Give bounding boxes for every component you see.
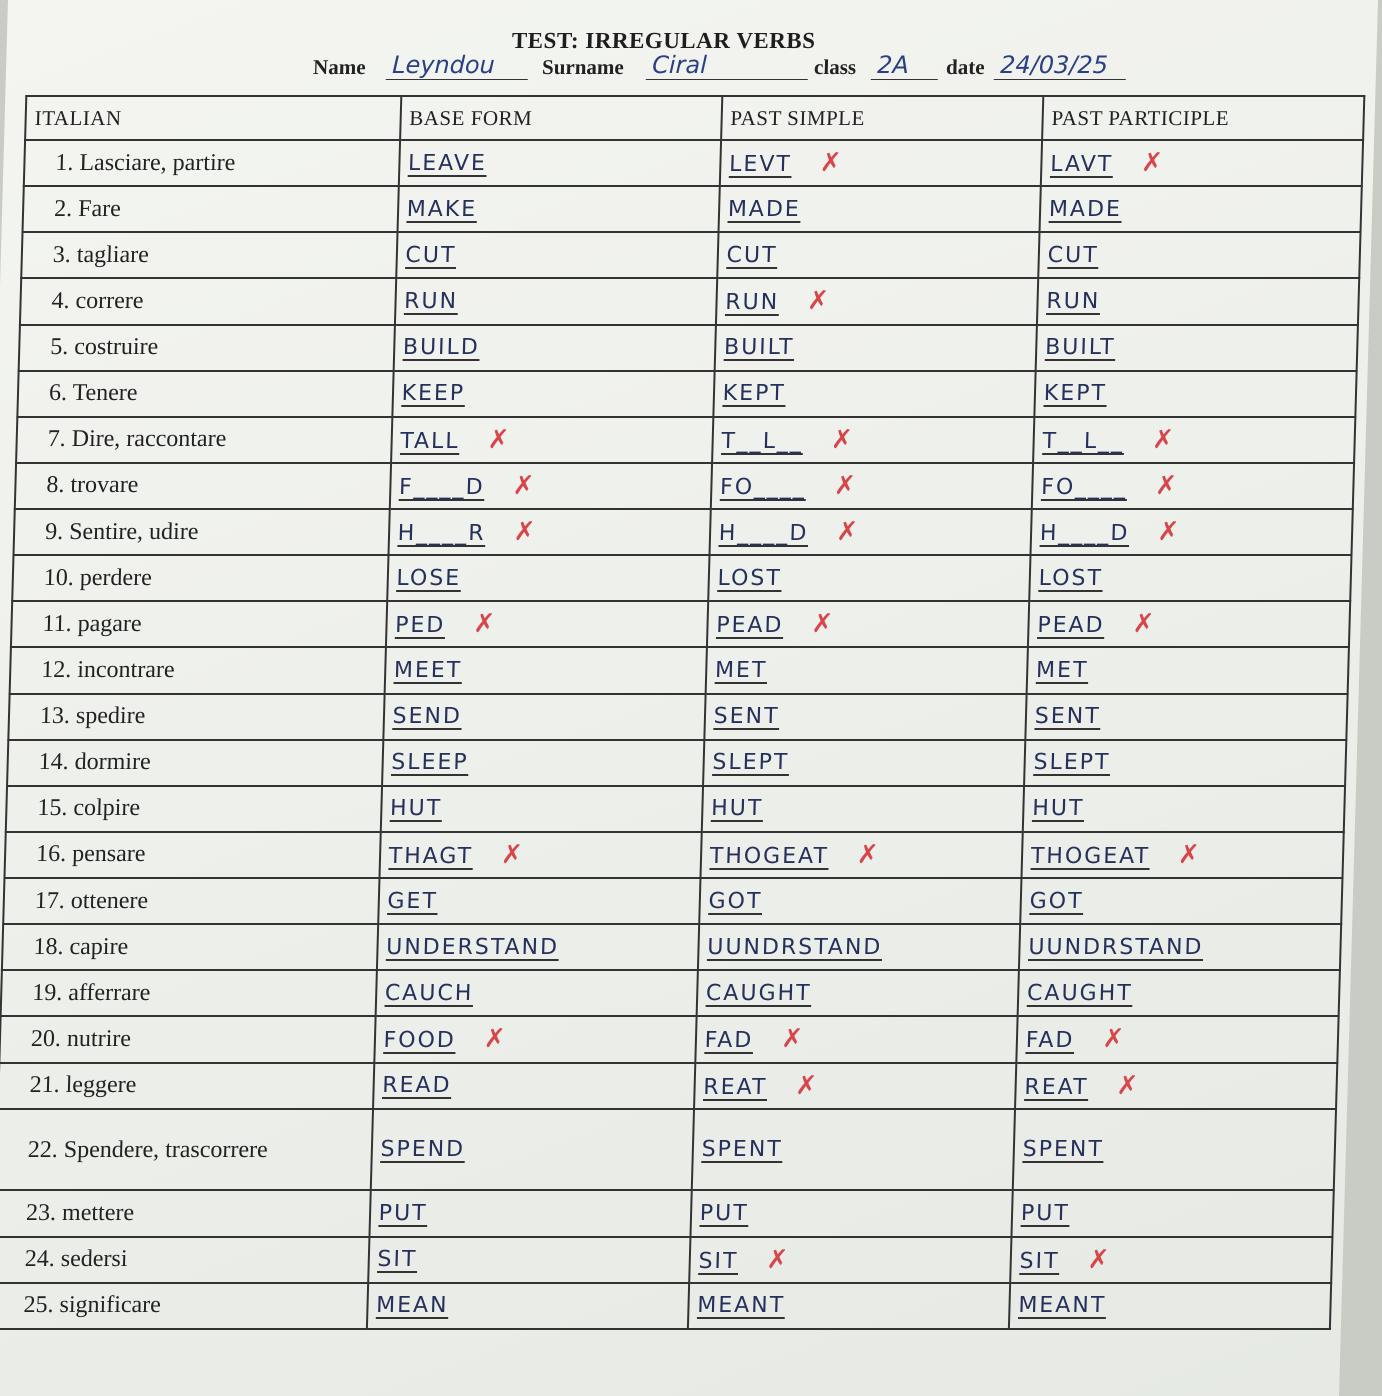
wrong-mark-icon: ✗ xyxy=(833,470,859,501)
name-label: Name xyxy=(312,55,366,79)
answer-text: LAVT xyxy=(1049,152,1114,178)
wrong-mark-icon: ✗ xyxy=(487,424,512,455)
past-participle-answer[interactable] xyxy=(1010,1237,1332,1283)
base-form-answer[interactable] xyxy=(368,1237,690,1283)
test-title: TEST: IRREGULAR VERBS xyxy=(511,28,816,53)
answer-text: SIT xyxy=(698,1248,739,1274)
table-row xyxy=(1,970,1340,1016)
base-form-answer[interactable] xyxy=(380,786,702,832)
table-row xyxy=(21,232,1360,278)
past-simple-answer[interactable] xyxy=(699,878,1021,924)
column-header-past-participle: PAST PARTICIPLE xyxy=(1042,96,1364,140)
wrong-mark-icon: ✗ xyxy=(472,609,498,640)
answer-text: F____D xyxy=(398,474,485,500)
past-simple-answer[interactable] xyxy=(698,924,1020,970)
base-form-answer[interactable] xyxy=(384,647,706,693)
answer-text: SPENT xyxy=(1022,1137,1105,1163)
base-form-answer[interactable] xyxy=(382,740,704,786)
answer-text: SPEND xyxy=(380,1137,466,1163)
table-row xyxy=(0,1283,1331,1329)
answer-text: BUILT xyxy=(723,335,795,361)
answer-text: FOOD xyxy=(383,1028,457,1054)
past-simple-answer[interactable] xyxy=(720,140,1042,186)
wrong-mark-icon: ✗ xyxy=(1177,839,1203,870)
table-row xyxy=(23,186,1362,232)
wrong-mark-icon: ✗ xyxy=(513,517,538,548)
italian-verb: 19. afferrare xyxy=(1,970,377,1016)
italian-verb: 3. tagliare xyxy=(21,232,397,278)
past-participle-answer[interactable] xyxy=(1029,555,1351,601)
surname-field[interactable]: Ciral xyxy=(646,51,809,80)
answer-text: BUILD xyxy=(402,335,481,361)
answer-text: MEANT xyxy=(1018,1293,1107,1319)
past-simple-answer[interactable] xyxy=(691,1109,1014,1191)
wrong-mark-icon: ✗ xyxy=(500,839,526,870)
answer-text: CUT xyxy=(726,242,778,268)
answer-text: MET xyxy=(1035,657,1089,683)
answer-text: LOST xyxy=(717,565,783,591)
answer-text: HUT xyxy=(1031,796,1085,822)
column-header-italian: ITALIAN xyxy=(25,96,401,140)
answer-text: PUT xyxy=(699,1200,750,1226)
italian-verb: 24. sedersi xyxy=(0,1237,369,1283)
date-field[interactable]: 24/03/25 xyxy=(994,51,1127,80)
wrong-mark-icon: ✗ xyxy=(483,1024,509,1055)
past-participle-answer[interactable] xyxy=(1025,694,1347,740)
past-simple-answer[interactable] xyxy=(708,555,1030,601)
wrong-mark-icon: ✗ xyxy=(835,517,861,548)
answer-text: UNDERSTAND xyxy=(385,934,560,960)
base-form-answer[interactable] xyxy=(397,186,719,232)
answer-text: MET xyxy=(714,657,768,683)
past-participle-answer[interactable] xyxy=(1039,186,1361,232)
base-form-answer[interactable] xyxy=(369,1190,691,1236)
base-form-answer[interactable] xyxy=(388,509,710,555)
wrong-mark-icon: ✗ xyxy=(1154,470,1180,501)
base-form-answer[interactable] xyxy=(378,878,700,924)
past-simple-answer[interactable] xyxy=(701,786,1023,832)
base-form-answer[interactable] xyxy=(398,140,720,186)
date-label: date xyxy=(945,55,985,79)
answer-text: THOGEAT xyxy=(1030,843,1151,869)
table-row xyxy=(24,140,1363,186)
past-participle-answer[interactable] xyxy=(1035,325,1357,371)
student-info xyxy=(305,51,1206,95)
italian-verb: 14. dormire xyxy=(7,740,383,786)
past-simple-answer[interactable] xyxy=(705,647,1027,693)
wrong-mark-icon: ✗ xyxy=(830,424,856,455)
answer-text: MAKE xyxy=(406,196,478,222)
answer-text: FO____ xyxy=(1040,474,1128,500)
answer-text: READ xyxy=(381,1073,452,1099)
table-row xyxy=(15,463,1354,509)
table-row xyxy=(4,832,1343,878)
answer-text: UUNDRSTAND xyxy=(706,934,883,960)
italian-verb: 9. Sentire, udire xyxy=(13,509,389,555)
verbs-table xyxy=(0,95,1365,1330)
answer-text: SENT xyxy=(713,704,780,730)
answer-text: REAT xyxy=(1024,1074,1089,1100)
italian-verb: 15. colpire xyxy=(6,786,382,832)
column-header-past-simple: PAST SIMPLE xyxy=(721,96,1043,140)
wrong-mark-icon: ✗ xyxy=(819,148,845,179)
answer-text: H____D xyxy=(718,521,809,547)
answer-text: RUN xyxy=(403,288,459,314)
answer-text: SENT xyxy=(1034,704,1101,730)
past-participle-answer[interactable] xyxy=(1021,832,1343,878)
base-form-answer[interactable] xyxy=(375,970,697,1016)
italian-verb: 16. pensare xyxy=(4,832,380,878)
italian-verb: 13. spedire xyxy=(8,694,384,740)
answer-text: PEAD xyxy=(715,613,784,639)
answer-text: PED xyxy=(394,613,446,639)
base-form-answer[interactable] xyxy=(373,1063,695,1109)
answer-text: SLEPT xyxy=(1033,750,1111,776)
answer-text: MEANT xyxy=(696,1293,786,1319)
table-row xyxy=(10,647,1349,693)
italian-verb: 5. costruire xyxy=(19,325,395,371)
base-form-answer[interactable] xyxy=(393,325,715,371)
table-row xyxy=(13,509,1352,555)
answer-text: SLEPT xyxy=(712,750,790,776)
wrong-mark-icon: ✗ xyxy=(1087,1244,1112,1275)
past-participle-answer[interactable] xyxy=(1033,417,1355,463)
table-row xyxy=(0,1237,1332,1283)
answer-text: FO____ xyxy=(719,474,807,500)
past-simple-answer[interactable] xyxy=(703,740,1025,786)
base-form-answer[interactable] xyxy=(370,1109,693,1191)
past-simple-answer[interactable] xyxy=(707,601,1029,647)
answer-text: PUT xyxy=(1020,1200,1071,1226)
answer-text: RUN xyxy=(724,290,780,316)
answer-text: SPENT xyxy=(701,1137,784,1163)
table-row xyxy=(20,278,1359,324)
italian-verb: 12. incontrare xyxy=(10,647,386,693)
wrong-mark-icon: ✗ xyxy=(1140,148,1166,179)
wrong-mark-icon: ✗ xyxy=(1132,609,1157,640)
past-simple-answer[interactable] xyxy=(711,463,1033,509)
past-participle-answer[interactable] xyxy=(1026,647,1348,693)
italian-verb: 25. significare xyxy=(0,1283,368,1329)
answer-text: LOST xyxy=(1038,565,1104,591)
italian-verb: 10. perdere xyxy=(12,555,388,601)
table-row xyxy=(8,694,1347,740)
wrong-mark-icon: ✗ xyxy=(856,839,882,870)
table-row xyxy=(0,1016,1339,1062)
past-participle-answer[interactable] xyxy=(1019,924,1341,970)
wrong-mark-icon: ✗ xyxy=(1157,517,1182,548)
answer-text: T__L__ xyxy=(1042,428,1125,454)
italian-verb: 8. trovare xyxy=(15,463,391,509)
answer-text: LEVT xyxy=(728,152,793,178)
answer-text: HUT xyxy=(710,796,764,822)
answer-text: CAUCH xyxy=(384,980,474,1006)
table-row xyxy=(12,555,1351,601)
past-simple-answer[interactable] xyxy=(695,1016,1017,1062)
column-header-base-form: BASE FORM xyxy=(400,96,722,140)
past-participle-answer[interactable] xyxy=(1011,1190,1333,1236)
past-simple-answer[interactable] xyxy=(690,1190,1012,1236)
past-simple-answer[interactable] xyxy=(688,1283,1010,1329)
past-participle-answer[interactable] xyxy=(1017,970,1339,1016)
answer-text: MADE xyxy=(727,196,802,222)
answer-text: HUT xyxy=(389,796,443,822)
answer-text: CUT xyxy=(405,242,457,268)
table-row xyxy=(17,371,1356,417)
table-row xyxy=(2,924,1341,970)
past-simple-answer[interactable] xyxy=(694,1063,1016,1109)
class-field[interactable]: 2A xyxy=(871,51,939,80)
base-form-answer[interactable] xyxy=(396,232,718,278)
table-header-row xyxy=(25,96,1364,140)
italian-verb: 21. leggere xyxy=(0,1063,374,1109)
past-simple-answer[interactable] xyxy=(713,371,1035,417)
table-row xyxy=(7,740,1346,786)
past-participle-answer[interactable] xyxy=(1013,1109,1336,1191)
italian-verb: 20. nutrire xyxy=(0,1016,375,1062)
base-form-answer[interactable] xyxy=(383,694,705,740)
surname-label: Surname xyxy=(541,55,625,79)
wrong-mark-icon: ✗ xyxy=(766,1244,791,1275)
class-label: class xyxy=(813,55,857,79)
wrong-mark-icon: ✗ xyxy=(794,1070,820,1101)
wrong-mark-icon: ✗ xyxy=(512,470,537,501)
answer-text: KEEP xyxy=(401,381,466,407)
answer-text: LEAVE xyxy=(407,150,488,176)
answer-text: MADE xyxy=(1048,196,1123,222)
answer-text: GOT xyxy=(1029,888,1084,914)
italian-verb: 7. Dire, raccontare xyxy=(16,417,392,463)
table-row xyxy=(0,1063,1337,1109)
answer-text: KEPT xyxy=(722,381,787,407)
past-participle-answer[interactable] xyxy=(1024,740,1346,786)
wrong-mark-icon: ✗ xyxy=(806,286,832,317)
wrong-mark-icon: ✗ xyxy=(780,1024,806,1055)
italian-verb: 23. mettere xyxy=(0,1190,370,1236)
past-simple-answer[interactable] xyxy=(700,832,1022,878)
base-form-answer[interactable] xyxy=(374,1016,696,1062)
past-simple-answer[interactable] xyxy=(718,186,1040,232)
table-row xyxy=(0,1190,1334,1236)
base-form-answer[interactable] xyxy=(367,1283,689,1329)
past-simple-answer[interactable] xyxy=(714,325,1036,371)
answer-text: KEPT xyxy=(1043,381,1108,407)
base-form-answer[interactable] xyxy=(392,371,714,417)
answer-text: BUILT xyxy=(1044,335,1116,361)
past-simple-answer[interactable] xyxy=(704,694,1026,740)
past-participle-answer[interactable] xyxy=(1030,509,1352,555)
italian-verb: 1. Lasciare, partire xyxy=(24,140,400,186)
italian-verb: 4. correre xyxy=(20,278,396,324)
answer-text: THOGEAT xyxy=(709,843,830,869)
answer-text: THAGT xyxy=(388,843,474,869)
wrong-mark-icon: ✗ xyxy=(1116,1070,1141,1101)
past-participle-answer[interactable] xyxy=(1038,232,1360,278)
name-field[interactable]: Leyndou xyxy=(386,51,529,80)
answer-text: MEET xyxy=(393,657,463,683)
italian-verb: 22. Spendere, trascorrere xyxy=(0,1109,373,1191)
answer-text: CAUGHT xyxy=(1026,980,1133,1006)
table-row xyxy=(6,786,1345,832)
past-participle-answer[interactable] xyxy=(1037,278,1359,324)
answer-text: UUNDRSTAND xyxy=(1028,934,1204,960)
italian-verb: 6. Tenere xyxy=(17,371,393,417)
answer-text: LOSE xyxy=(396,565,462,591)
base-form-answer[interactable] xyxy=(395,278,717,324)
past-participle-answer[interactable] xyxy=(1028,601,1350,647)
past-simple-answer[interactable] xyxy=(716,278,1038,324)
answer-text: MEAN xyxy=(375,1293,449,1319)
past-participle-answer[interactable] xyxy=(1020,878,1342,924)
base-form-answer[interactable] xyxy=(377,924,699,970)
answer-text: TALL xyxy=(399,428,460,454)
table-row xyxy=(0,1109,1336,1191)
table-row xyxy=(11,601,1350,647)
answer-text: PUT xyxy=(378,1200,428,1226)
wrong-mark-icon: ✗ xyxy=(811,609,836,640)
table-row xyxy=(16,417,1355,463)
past-simple-answer[interactable] xyxy=(709,509,1031,555)
base-form-answer[interactable] xyxy=(387,555,709,601)
answer-text: SLEEP xyxy=(390,750,469,776)
base-form-answer[interactable] xyxy=(379,832,701,878)
table-row xyxy=(3,878,1342,924)
past-simple-answer[interactable] xyxy=(689,1237,1011,1283)
answer-text: SIT xyxy=(377,1247,418,1273)
past-participle-answer[interactable] xyxy=(1032,463,1354,509)
past-participle-answer[interactable] xyxy=(1034,371,1356,417)
answer-text: CAUGHT xyxy=(705,980,812,1006)
past-participle-answer[interactable] xyxy=(1015,1063,1337,1109)
italian-verb: 17. ottenere xyxy=(3,878,379,924)
answer-text: T__L__ xyxy=(721,428,804,454)
past-participle-answer[interactable] xyxy=(1023,786,1345,832)
italian-verb: 18. capire xyxy=(2,924,378,970)
answer-text: H____D xyxy=(1039,521,1130,547)
past-simple-answer[interactable] xyxy=(696,970,1018,1016)
wrong-mark-icon: ✗ xyxy=(1151,424,1177,455)
answer-text: REAT xyxy=(703,1074,768,1100)
answer-text: GOT xyxy=(708,888,763,914)
answer-text: CUT xyxy=(1047,242,1099,268)
base-form-answer[interactable] xyxy=(391,417,713,463)
answer-text: GET xyxy=(387,888,439,914)
table-row xyxy=(19,325,1358,371)
past-simple-answer[interactable] xyxy=(717,232,1039,278)
wrong-mark-icon: ✗ xyxy=(1102,1024,1127,1055)
past-participle-answer[interactable] xyxy=(1041,140,1363,186)
answer-text: SEND xyxy=(392,704,463,730)
answer-text: FAD xyxy=(1025,1028,1075,1054)
answer-text: RUN xyxy=(1046,288,1101,314)
answer-text: FAD xyxy=(704,1028,754,1054)
italian-verb: 11. pagare xyxy=(11,601,387,647)
italian-verb: 2. Fare xyxy=(23,186,399,232)
past-participle-answer[interactable] xyxy=(1009,1283,1331,1329)
answer-text: H____R xyxy=(397,521,486,547)
answer-text: SIT xyxy=(1019,1248,1060,1274)
answer-text: PEAD xyxy=(1037,613,1105,639)
base-form-answer[interactable] xyxy=(386,601,708,647)
past-participle-answer[interactable] xyxy=(1016,1016,1338,1062)
past-simple-answer[interactable] xyxy=(712,417,1034,463)
base-form-answer[interactable] xyxy=(389,463,711,509)
